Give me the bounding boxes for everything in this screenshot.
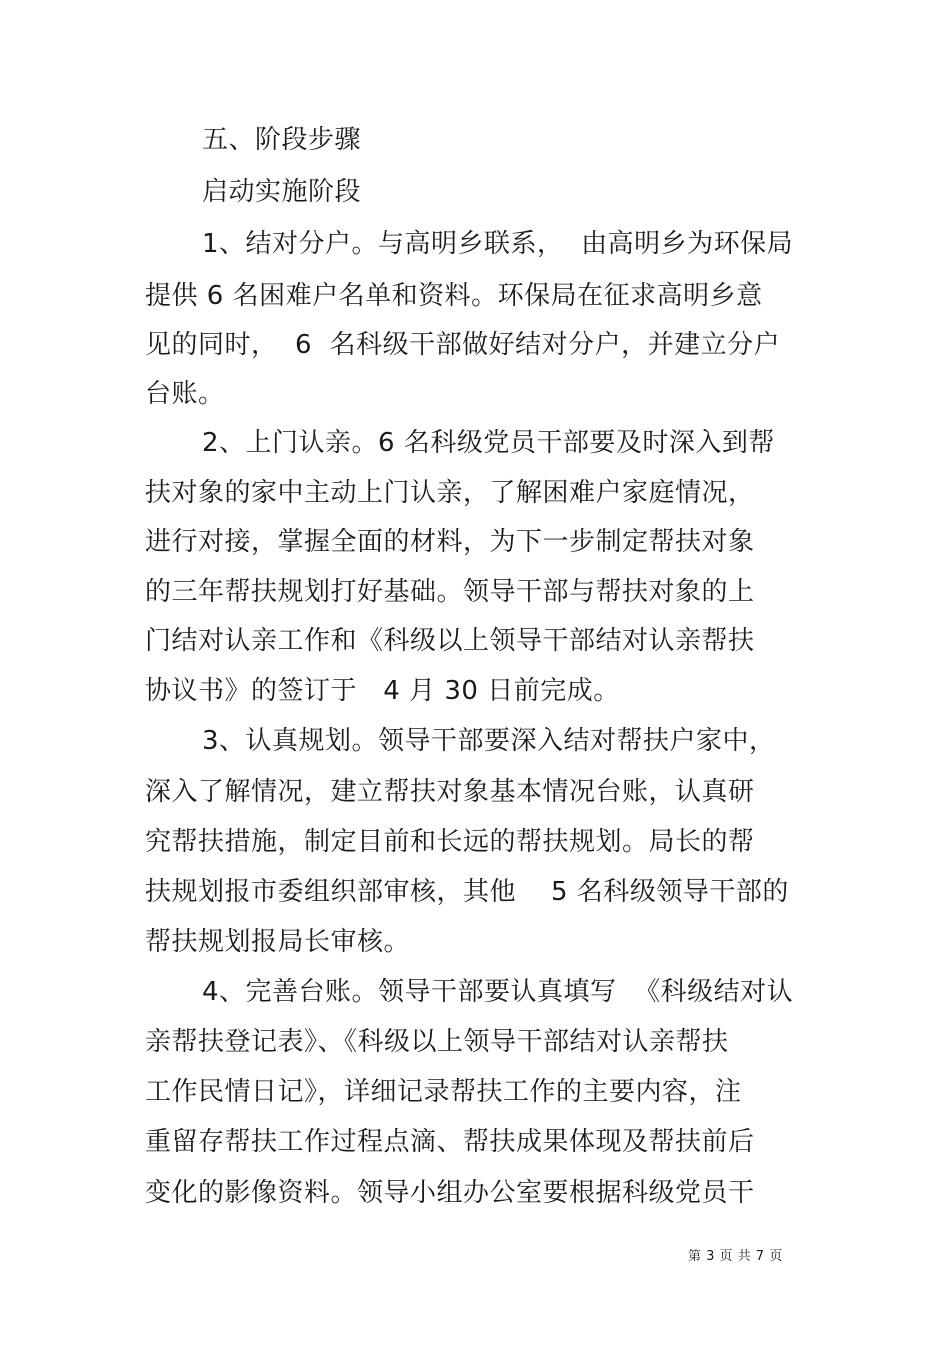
paragraph-line: 深入了解情况，建立帮扶对象基本情况台账，认真研 bbox=[145, 777, 755, 807]
paragraph-line: 2、上门认亲。6 名科级党员干部要及时深入到帮 bbox=[202, 428, 775, 458]
paragraph-line: 协议书》的签订于 4 月 30 日前完成。 bbox=[145, 676, 620, 706]
paragraph-line: 1、结对分户。与高明乡联系， 由高明乡为环保局 bbox=[202, 229, 794, 259]
section-heading: 五、阶段步骤 bbox=[202, 125, 362, 155]
paragraph-line: 3、认真规划。领导干部要深入结对帮扶户家中， bbox=[202, 726, 776, 756]
paragraph-line: 究帮扶措施，制定目前和长远的帮扶规划。局长的帮 bbox=[145, 827, 755, 857]
subsection-heading: 启动实施阶段 bbox=[202, 177, 362, 207]
paragraph-line: 的三年帮扶规划打好基础。领导干部与帮扶对象的上 bbox=[145, 577, 755, 607]
paragraph-line: 4、完善台账。领导干部要认真填写 《科级结对认 bbox=[202, 977, 794, 1007]
paragraph-line: 台账。 bbox=[145, 379, 225, 409]
paragraph-line: 变化的影像资料。领导小组办公室要根据科级党员干 bbox=[145, 1178, 755, 1208]
paragraph-line: 扶规划报市委组织部审核，其他 5 名科级领导干部的 bbox=[145, 877, 789, 907]
paragraph-line: 扶对象的家中主动上门认亲，了解困难户家庭情况， bbox=[145, 478, 755, 508]
paragraph-line: 门结对认亲工作和《科级以上领导干部结对认亲帮扶 bbox=[145, 626, 755, 656]
paragraph-line: 重留存帮扶工作过程点滴、帮扶成果体现及帮扶前后 bbox=[145, 1127, 755, 1157]
paragraph-line: 亲帮扶登记表》、《科级以上领导干部结对认亲帮扶 bbox=[145, 1027, 729, 1057]
paragraph-line: 工作民情日记》，详细记录帮扶工作的主要内容，注 bbox=[145, 1077, 742, 1107]
paragraph-line: 进行对接，掌握全面的材料，为下一步制定帮扶对象 bbox=[145, 527, 755, 557]
paragraph-line: 帮扶规划报局长审核。 bbox=[145, 927, 411, 957]
paragraph-line: 提供 6 名困难户名单和资料。环保局在征求高明乡意 bbox=[145, 281, 763, 311]
paragraph-line: 见的同时， 6 名科级干部做好结对分户，并建立分户 bbox=[145, 330, 781, 360]
page-number-footer: 第 3 页 共 7 页 bbox=[688, 1249, 783, 1264]
